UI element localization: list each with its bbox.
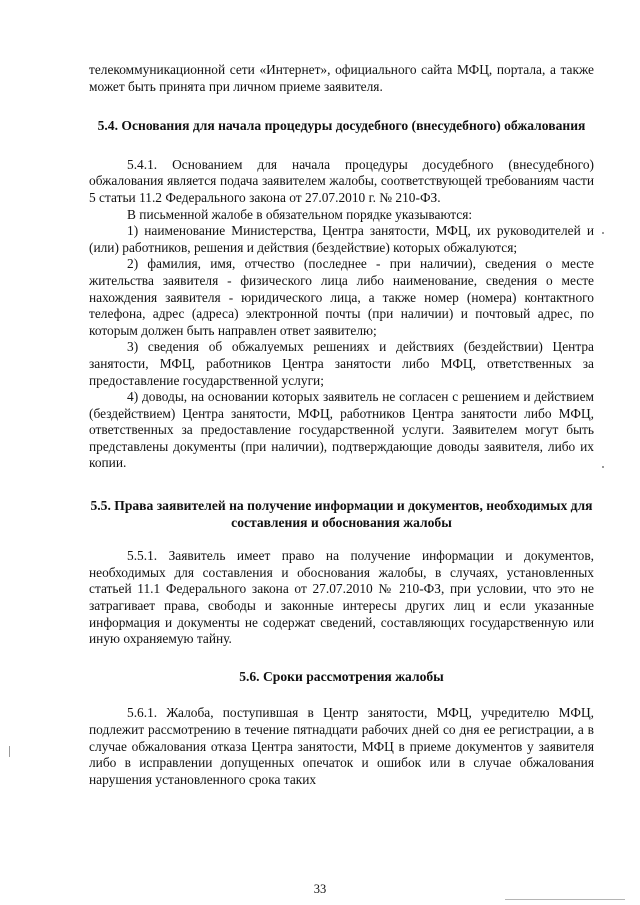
list-item-2: 2) фамилия, имя, отчество (последнее - при наличии), сведения о месте жительства заявителя - физического лица либо наименование, сведения о месте нахождения заявителя - юридического лица, а также номер (номера) контактного телефона, адрес (адреса) электронной почты (при наличии) и почтовый адрес, по которым должен быть направлен ответ заявителю; bbox=[89, 256, 594, 338]
scan-artifact-dot bbox=[602, 232, 604, 234]
section-5-5-heading: 5.5. Права заявителей на получение информации и документов, необходимых для составления и обоснования жалобы bbox=[90, 498, 593, 530]
section-5-5-body bbox=[89, 548, 594, 648]
section-5-6-heading: 5.6. Сроки рассмотрения жалобы bbox=[239, 668, 444, 684]
section-5-4-heading: 5.4. Основания для начала процедуры досудебного (внесудебного) обжалования bbox=[97, 118, 586, 134]
list-item-1: 1) наименование Министерства, Центра занятости, МФЦ, их руководителей и (или) работников, решения и действия (бездействие) которых обжалуются; bbox=[89, 223, 594, 255]
complaint-requirements-intro: В письменной жалобе в обязательном порядке указываются: bbox=[127, 206, 473, 222]
scan-artifact-dot bbox=[602, 466, 604, 468]
list-item-4: 4) доводы, на основании которых заявитель не согласен с решением и действием (бездействием) Центра занятости, МФЦ, работников Центра занятости либо МФЦ, ответственных за предоставление государственной услуги. Заявителем могут быть представлены документы (при наличии), подтверждающие доводы заявителя, либо их копии. bbox=[89, 389, 594, 471]
paragraph-5-4-1: 5.4.1. Основанием для начала процедуры досудебного (внесудебного) обжалования является подача заявителем жалобы, соответствующей требованиям части 5 статьи 11.2 Федерального закона от 27.07.2010 г. № 210-ФЗ. bbox=[89, 156, 594, 205]
list-item-3: 3) сведения об обжалуемых решениях и действиях (бездействии) Центра занятости, МФЦ, работников Центра занятости либо МФЦ, ответственных за предоставление государственной услуги; bbox=[89, 339, 594, 388]
intro-paragraph: телекоммуникационной сети «Интернет», официального сайта МФЦ, портала, а также может быть принята при личном приеме заявителя. bbox=[89, 62, 594, 94]
scan-artifact-left-mark bbox=[9, 746, 10, 757]
paragraph-5-5-1: 5.5.1. Заявитель имеет право на получение информации и документов, необходимых для составления и обоснования жалобы, в случаях, установленных статьей 11.1 Федерального закона от 27.07.2010 № 210-ФЗ, при условии, что это не затрагивает права, свободы и законные интересы других лиц и если указанные информация и документы не содержат сведений, составляющих государственную или иную охраняемую тайну. bbox=[89, 548, 594, 647]
section-5-4-body bbox=[89, 157, 594, 472]
paragraph-5-6-1: 5.6.1. Жалоба, поступившая в Центр занятости, МФЦ, учредителю МФЦ, подлежит рассмотрению в течение пятнадцати рабочих дней со дня ее регистрации, а в случае обжалования отказа Центра занятости, МФЦ в приеме документов у заявителя либо в исправлении допущенных опечаток и ошибок или в случае обжалования нарушения установленного срока таких bbox=[89, 705, 594, 787]
section-5-6-body bbox=[89, 705, 594, 788]
page-body bbox=[89, 62, 594, 788]
scan-artifact-bottom-line bbox=[505, 899, 625, 900]
page-number: 33 bbox=[313, 882, 327, 896]
